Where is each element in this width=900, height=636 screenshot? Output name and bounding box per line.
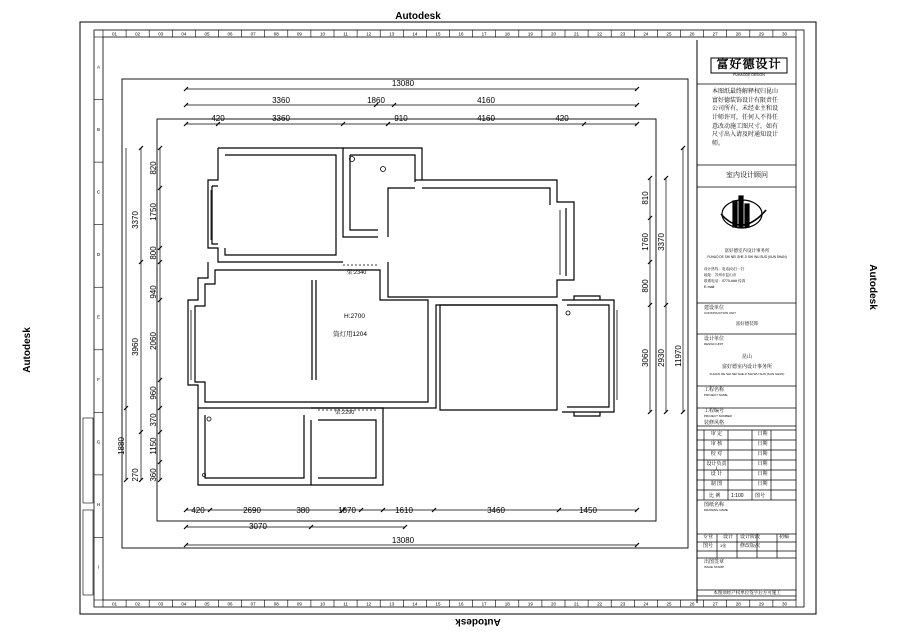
ruler-mark-top: 12 [366,31,372,37]
frame-label-right: Autodesk [867,264,878,310]
ruler-mark-top: 27 [712,31,718,37]
ruler-mark-top: 29 [758,31,764,37]
ruler-mark-top: 11 [343,31,348,37]
project-no-en: PROJECT NUMBER [704,414,732,418]
ruler-mark-bottom: 23 [620,601,626,607]
drawing-name-label: 图纸名称 [704,502,725,508]
ruler-mark-top: 01 [112,31,118,37]
ruler-mark-bottom: 29 [758,601,764,607]
ruler-mark-bottom: 07 [250,601,256,607]
company-name-en: FUHAO DE SHI NEI SHE JI SHI WU SUO (KUN SHAN) [707,255,787,259]
ruler-mark-bottom: 12 [366,601,372,607]
design-unit-value-en: FUHAO DE SHI NEI SHE JI SHI WU SUO (KUN SHAN) [709,372,785,376]
ruler-mark-top: 18 [504,31,510,37]
ruler-mark-bottom: 24 [643,601,649,607]
dim-top2-5: 420 [555,114,569,123]
ruler-mark-bottom: 27 [712,601,718,607]
grid-label-2: 设计 [723,534,734,540]
fixtures [203,157,571,477]
left-stamp-box-1 [83,418,93,503]
grid-label-1: 专业 [703,534,714,540]
dim-top-3: 4160 [477,96,495,105]
ruler-mark-bottom: 18 [504,601,510,607]
ruler-mark-top: 24 [643,31,649,37]
version-2: 1张 [720,543,727,548]
frame-label-bottom: Autodesk [455,616,501,627]
ruler-mark-top: 17 [481,31,487,37]
dim-top-1: 3360 [272,96,290,105]
ruler-mark-top: 06 [227,31,233,37]
footer-note: 本图须经产权单位签字后方可施工 [713,590,781,595]
ruler-mark-bottom: 04 [181,601,187,607]
dim-left-7: 370 [149,413,158,427]
ruler-mark-bottom: 25 [666,601,672,607]
ruler-row-letter: H [96,502,101,508]
construction-unit-label: 建设单位 [704,305,725,311]
ruler-mark-bottom: 01 [112,601,118,607]
ruler-mark-bottom: 22 [597,601,603,607]
project-name-label: 工程名称 [704,387,725,393]
sign-date-label: 日期 [757,451,768,457]
ruler-mark-bottom: 02 [135,601,141,607]
ruler-mark-top: 07 [250,31,256,37]
ruler-mark-top: 09 [296,31,302,37]
ruler-mark-top: 15 [435,31,441,37]
dim-bot-6: 3460 [487,506,505,515]
dim-right-3: 800 [641,279,650,293]
ruler-row-letter: D [96,251,101,257]
dim-top2-2: 3360 [272,114,290,123]
contact-line-4: E-mail： [704,285,718,289]
construction-unit-en: CONSTRUCTION UNIT [704,311,736,315]
copyright-notice: 本图纸最终解释权归昆山 富好德装饰设计有限责任公司所有，未经业主和设计师许可，任何人不得任意改动施工图尺寸，如有尺寸出入请及时通知设计师。 [712,89,779,148]
ruler-row-letter: F [97,377,100,383]
project-name-en: PROJECT NAME [704,393,728,397]
grid-label-4: 初稿 [779,534,790,540]
contact-line-2: 地址：苏州市昆山市 [704,273,737,277]
ruler-row-letter: E [96,314,101,320]
design-city: 昆山 [741,354,752,360]
dim-left-1: 820 [149,161,158,175]
dim-bot2: 3070 [249,522,267,531]
stamp-label: 出图签章 [704,559,725,565]
sign-date-label: 日期 [757,481,768,487]
sign-date-label: 日期 [757,461,768,467]
ruler-mark-top: 16 [458,31,464,37]
logo-subtext: FUHAODE DESIGN [733,73,765,77]
dim-bot-5: 1610 [395,506,413,515]
ruler-inner [103,37,796,600]
sign-role: 设计负责人 [706,461,727,473]
dim-top2-3: 910 [394,114,408,123]
grid-label-3: 设计阶段 [740,534,761,540]
ruler-mark-top: 25 [666,31,672,37]
ruler-mark-bottom: 26 [689,601,695,607]
dim-left2-3: 1880 [117,437,126,455]
dim-left-4: 940 [149,285,158,299]
ruler-row-letter: G [96,439,101,445]
dim-right-4: 3060 [641,349,650,367]
ruler-mark-bottom: 17 [481,601,487,607]
ruler-mark-top: 08 [273,31,279,37]
dim-right2-2: 2930 [657,349,666,367]
dim-bot-overall: 13080 [391,536,415,545]
left-stamp-box-2 [83,510,93,595]
dim-left2-1: 3370 [131,211,140,229]
dim-bot-7: 1450 [579,506,597,515]
dim-bot-3: 380 [296,506,310,515]
frame-label-left: Autodesk [22,327,33,373]
dim-top2-4: 4160 [477,114,495,123]
dim-left-3: 800 [149,246,158,260]
dim-top-2: 1860 [367,96,385,105]
ruler-mark-top: 02 [135,31,141,37]
window-marks [191,190,617,400]
dim-left-5: 2060 [149,332,158,350]
ruler-mark-bottom: 13 [389,601,395,607]
frame-label-top: Autodesk [395,11,441,22]
ruler-row-letter: I [97,564,100,570]
ruler-mark-top: 04 [181,31,187,37]
dim-right-outer: 11970 [674,345,683,367]
plan-dimensions [117,79,683,545]
version-3: 修改版次 [740,543,761,549]
contact-line-3: 联系电话：0770-### 传真 [704,279,746,283]
ruler-mark-top: 20 [550,31,556,37]
dim-right-2: 1760 [641,233,650,251]
dim-left-2: 1750 [149,203,158,221]
ruler-mark-top: 10 [319,31,325,37]
sign-role: 审 核 [710,441,723,447]
ruler-mark-top: 30 [781,31,787,37]
ruler-mark-bottom: 09 [296,601,302,607]
room-height-label: H:2700 [344,313,365,320]
ruler-mark-bottom: 28 [735,601,741,607]
ruler-mark-bottom: 20 [550,601,556,607]
ruler-mark-bottom: 16 [458,601,464,607]
dim-left-8: 1150 [149,437,158,455]
design-unit-en: DESIGN UNIT [704,342,724,346]
ruler-mark-bottom: 08 [273,601,279,607]
company-name-cn: 富好德室内设计事务所 [724,248,770,253]
ruler-mark-top: 03 [158,31,164,37]
ruler-row-letter: C [96,189,101,195]
sign-role: 设 计 [710,471,723,477]
ruler-row-letter: B [96,126,101,132]
floor-plan [188,148,614,485]
dim-top2-1: 420 [211,114,225,123]
ruler-row-letter: A [96,64,101,70]
stamp-en: ISSUE STAMP [704,565,724,569]
dim-bot-1: 420 [191,506,205,515]
ruler-mark-bottom: 05 [204,601,210,607]
dimension-lines [126,89,683,545]
scale-label: 比 例 [709,493,721,499]
ruler-mark-top: 13 [389,31,395,37]
project-no-label: 工程编号 [704,408,725,414]
ruler-mark-bottom: 21 [574,601,580,607]
dim-right-1: 810 [641,191,650,205]
style-label: 装修风格 [704,420,725,426]
ruler-ticks [94,30,796,607]
ruler-mark-top: 14 [412,31,418,37]
sign-date-label: 日期 [757,471,768,477]
consultant-label: 室内设计顾问 [726,172,768,179]
ruler-mark-bottom: 15 [435,601,441,607]
sign-role: 审 定 [710,431,723,437]
ruler-labels [97,32,788,607]
ruler-mark-bottom: 06 [227,601,233,607]
sign-role: 校 对 [710,451,723,457]
ruler-mark-bottom: 03 [158,601,164,607]
ruler-mark-top: 26 [689,31,695,37]
ruler-mark-bottom: 19 [527,601,533,607]
sign-date-label: 日期 [757,431,768,437]
logo-text: 富好德设计 [716,57,782,71]
outer-border [80,22,816,614]
dim-top-overall: 13080 [391,79,415,88]
dim-bot-2: 2690 [243,506,261,515]
beam-label-1: 梁:2340 [347,270,367,276]
ruler-mark-bottom: 14 [412,601,418,607]
design-unit-value: 富好德室内设计事务所 [721,364,772,370]
ruler-mark-top: 28 [735,31,741,37]
ruler-mark-bottom: 11 [343,601,348,607]
ruler-mark-bottom: 10 [319,601,325,607]
ruler-mark-top: 19 [527,31,533,37]
dim-right2-1: 3370 [657,233,666,251]
ruler-mark-bottom: 30 [781,601,787,607]
company-logo-icon [721,196,766,228]
ruler-mark-top: 05 [204,31,210,37]
version-1: 图号 [703,543,714,549]
dim-left-outer: 270 [131,468,140,482]
dim-left-6: 960 [149,386,158,400]
sign-date-label: 日期 [757,441,768,447]
dim-outline-inner [157,119,656,521]
ruler-mark-top: 23 [620,31,626,37]
scale-value: 1:100 [731,493,744,499]
sign-role: 制 图 [710,481,723,487]
dim-bot-4: 1870 [338,506,356,515]
dim-left2-2: 3960 [131,338,140,356]
construction-unit-value: 富好德装饰 [735,321,759,326]
design-unit-label: 设计单位 [704,336,725,342]
dim-left-9: 360 [149,468,158,482]
sheet-label: 图号 [755,493,766,499]
ruler-mark-top: 21 [574,31,580,37]
room-light-label: 筒灯用1204 [333,331,367,338]
contact-line-1: 设计热线：电话(0)扫一扫 [704,267,745,271]
ruler-mark-top: 22 [597,31,603,37]
beam-label-2: 梁:2290 [335,410,355,416]
drawing-name-en: DRAWING NAME [704,508,728,512]
